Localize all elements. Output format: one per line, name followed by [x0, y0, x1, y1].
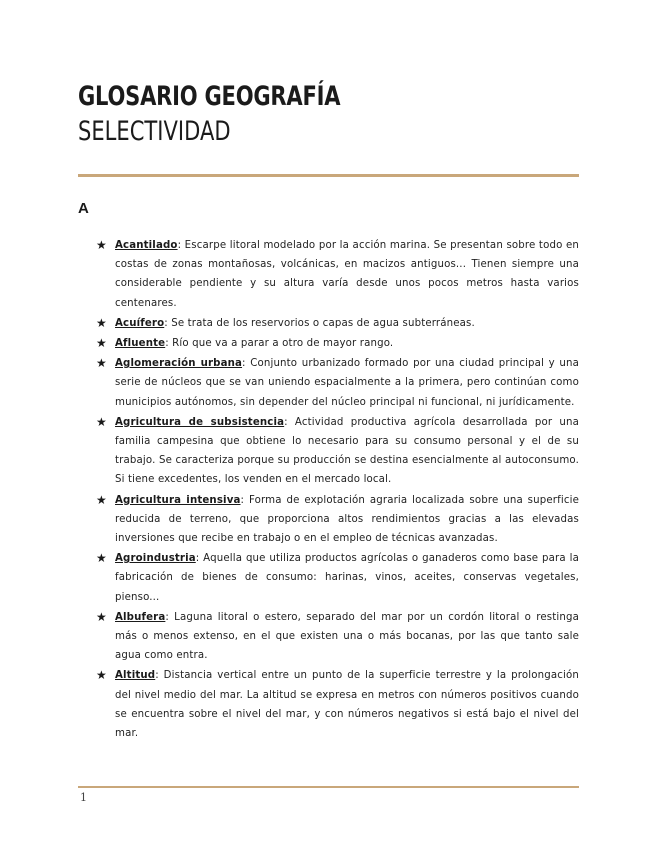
glossary-definition: : Laguna litoral o estero, separado del mar por un cordón litoral o restinga más o menos extenso, en el que existen una o más bocanas, por las que tanto sale agua como entra.: [115, 611, 579, 662]
glossary-definition: : Actividad productiva agrícola desarrollada por una familia campesina que obtiene lo necesario para su consumo personal y el de su trabajo. Se caracteriza porque su producción se destina esencialmente al autoconsumo. Si tiene excedentes, los venden en el mercado local.: [115, 416, 579, 486]
star-icon: ★: [96, 492, 107, 507]
star-icon: ★: [96, 551, 107, 566]
glossary-entry: [96, 549, 579, 607]
page-number: 1: [80, 791, 87, 804]
glossary-term: Albufera: [115, 611, 166, 623]
footer-divider: [78, 786, 579, 788]
glossary-entry: [96, 608, 579, 666]
glossary-definition: : Conjunto urbanizado formado por una ciudad principal y una serie de núcleos que se van uniendo espacialmente a la primera, pero continúan como municipios autónomos, sin depender del núcleo principal ni funcional, ni jurídicamente.: [115, 358, 580, 408]
star-icon: ★: [96, 336, 107, 351]
section-heading: A: [78, 200, 89, 217]
glossary-term: Aglomeración urbana: [115, 358, 243, 370]
glossary-definition: : Aquella que utiliza productos agrícolas o ganaderos como base para la fabricación de bienes de consumo: harinas, vinos, aceites, conservas vegetales, pienso...: [115, 553, 579, 603]
glossary-term: Acantilado: [115, 240, 178, 251]
glossary-term: Afluente: [115, 338, 166, 350]
glossary-term: Agricultura de subsistencia: [115, 416, 285, 428]
glossary-definition: : Forma de explotación agraria localizada sobre una superficie reducida de terreno, que proporciona altos rendimientos gracias a las elevadas inversiones que recibe en trabajo o en el empleo de técnicas avanzadas.: [115, 494, 579, 545]
star-icon: ★: [96, 356, 107, 371]
glossary-definition: : Distancia vertical entre un punto de la superficie terrestre y la prolongación del nivel medio del mar. La altitud se expresa en metros con números positivos cuando se encuentra sobre el nivel del mar, y con números negativos si está bajo el nivel del mar.: [115, 670, 579, 740]
glossary-term: Altitud: [115, 670, 156, 682]
glossary-entry: [96, 666, 579, 743]
star-icon: ★: [96, 315, 107, 330]
page-subtitle: SELECTIVIDAD: [78, 116, 231, 147]
glossary-term: Agricultura intensiva: [115, 494, 241, 506]
glossary-definition: : Río que va a parar a otro de mayor rango.: [165, 338, 394, 350]
title-block: [78, 80, 414, 150]
glossary-entry: [96, 354, 579, 412]
glossary-entry: [96, 236, 579, 313]
glossary-entry: [96, 334, 579, 353]
star-icon: ★: [96, 414, 107, 429]
glossary-entry: [96, 413, 579, 490]
star-icon: ★: [96, 238, 107, 252]
glossary-definition: : Escarpe litoral modelado por la acción marina. Se presentan sobre todo en costas de zonas montañosas, volcánicas, en macizos antiguos... Tienen siempre una considerable pendiente y su altura varía desde unos pocos metros hasta varios centenares.: [115, 240, 579, 309]
star-icon: ★: [96, 668, 107, 683]
glossary-definition: : Se trata de los reservorios o capas de agua subterráneas.: [164, 317, 475, 329]
star-icon: ★: [96, 609, 107, 624]
glossary-entry: [96, 491, 579, 549]
glossary-term: Acuífero: [115, 317, 165, 329]
glossary-term: Agroindustria: [115, 553, 196, 565]
glossary-entry: [96, 314, 579, 333]
header-divider: [78, 174, 579, 177]
glossary-list: [96, 236, 579, 744]
page-title: GLOSARIO GEOGRAFÍA: [78, 81, 341, 112]
